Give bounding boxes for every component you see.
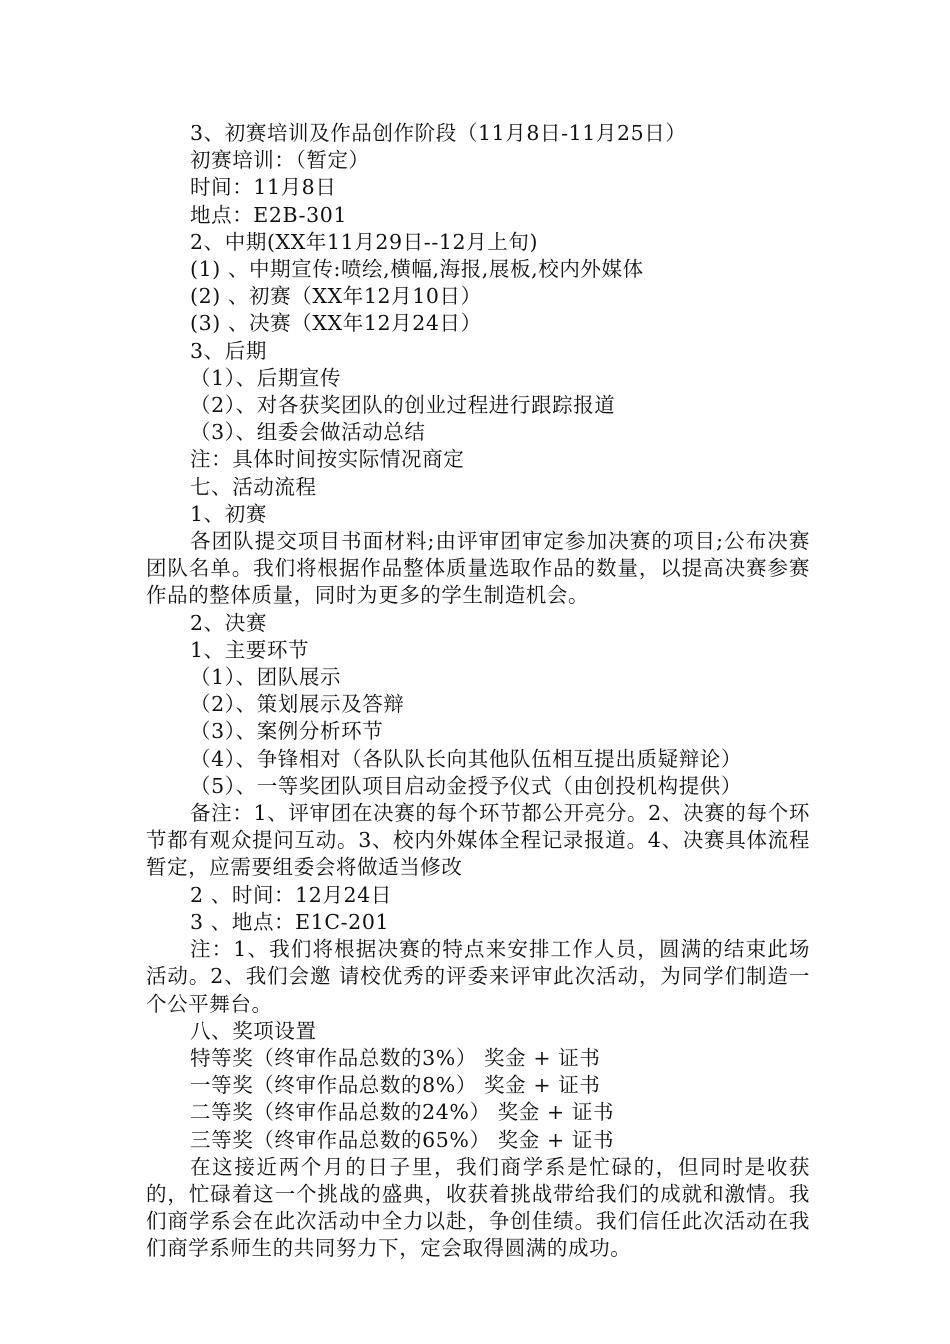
paragraph-note-final: 备注：1、评审团在决赛的每个环节都公开亮分。2、决赛的每个环节都有观众提问互动。3、校内外媒体全程记录报道。4、决赛具体流程暂定，应需要组委会将做适当修改 [146,801,810,880]
text-line: （1）、团队展示 [190,665,342,690]
text-line: 3、初赛培训及作品创作阶段（11月8日-11月25日） [190,121,687,145]
award-line: 二等奖（终审作品总数的24%） 奖金 + 证书 [190,1100,615,1125]
text-line: (2) 、初赛（XX年12月10日） [190,284,482,309]
paragraph-closing: 在这接近两个月的日子里，我们商学系是忙碌的，但同时是收获的，忙碌着这一个挑战的盛典，收获着挑战带给我们的成就和激情。我们商学系会在此次活动中全力以赴，争创佳绩。我们信任此次活动在我们商学系师生的共同努力下，定会取得圆满的成功。 [146,1154,810,1261]
section-heading: 八、奖项设置 [190,1018,317,1043]
text-line: 初赛培训：（暂定） [190,148,370,173]
text-line: （3）、组委会做活动总结 [190,420,426,445]
text-line: （4）、争锋相对（各队队长向其他队伍相互提出质疑辩论） [190,746,742,771]
text-line: 1、初赛 [190,501,267,526]
text-line: （2）、对各获奖团队的创业过程进行跟踪报道 [190,393,616,418]
text-line: （1）、后期宣传 [190,365,342,390]
text-line: 2、决赛 [190,610,267,635]
document-body [146,120,810,1263]
text-line: （5）、一等奖团队项目启动金授予仪式（由创投机构提供） [190,773,742,798]
award-line: 三等奖（终审作品总数的65%） 奖金 + 证书 [190,1127,615,1152]
text-line: 注：具体时间按实际情况商定 [190,447,465,472]
text-line: 2、中期(XX年11月29日--12月上旬) [190,229,539,254]
text-line: 1、主要环节 [190,637,310,662]
text-line: 3、后期 [190,338,267,363]
text-line: 2 、时间：12月24日 [190,882,392,907]
paragraph-note-staff: 注：1、我们将根据决赛的特点来安排工作人员，圆满的结束此场活动。2、我们会邀 请校优秀的评委来评审此次活动，为同学们制造一个公平舞台。 [146,937,810,1016]
award-line: 一等奖（终审作品总数的8%） 奖金 + 证书 [190,1073,601,1098]
text-line: （3）、案例分析环节 [190,719,384,744]
text-line: 时间：11月8日 [190,175,337,200]
text-line: （2）、策划展示及答辩 [190,692,405,717]
text-line: (3) 、决赛（XX年12月24日） [190,311,482,336]
paragraph-preliminary: 各团队提交项目书面材料;由评审团审定参加决赛的项目;公布决赛团队名单。我们将根据作品整体质量选取作品的数量，以提高决赛参赛作品的整体质量，同时为更多的学生制造机会。 [146,529,810,608]
award-line: 特等奖（终审作品总数的3%） 奖金 + 证书 [190,1045,601,1070]
text-line: 地点：E2B-301 [190,202,348,227]
text-line: 3 、地点：E1C-201 [190,909,390,934]
text-line: (1) 、中期宣传:喷绘,横幅,海报,展板,校内外媒体 [190,257,644,282]
section-heading: 七、活动流程 [190,474,317,499]
